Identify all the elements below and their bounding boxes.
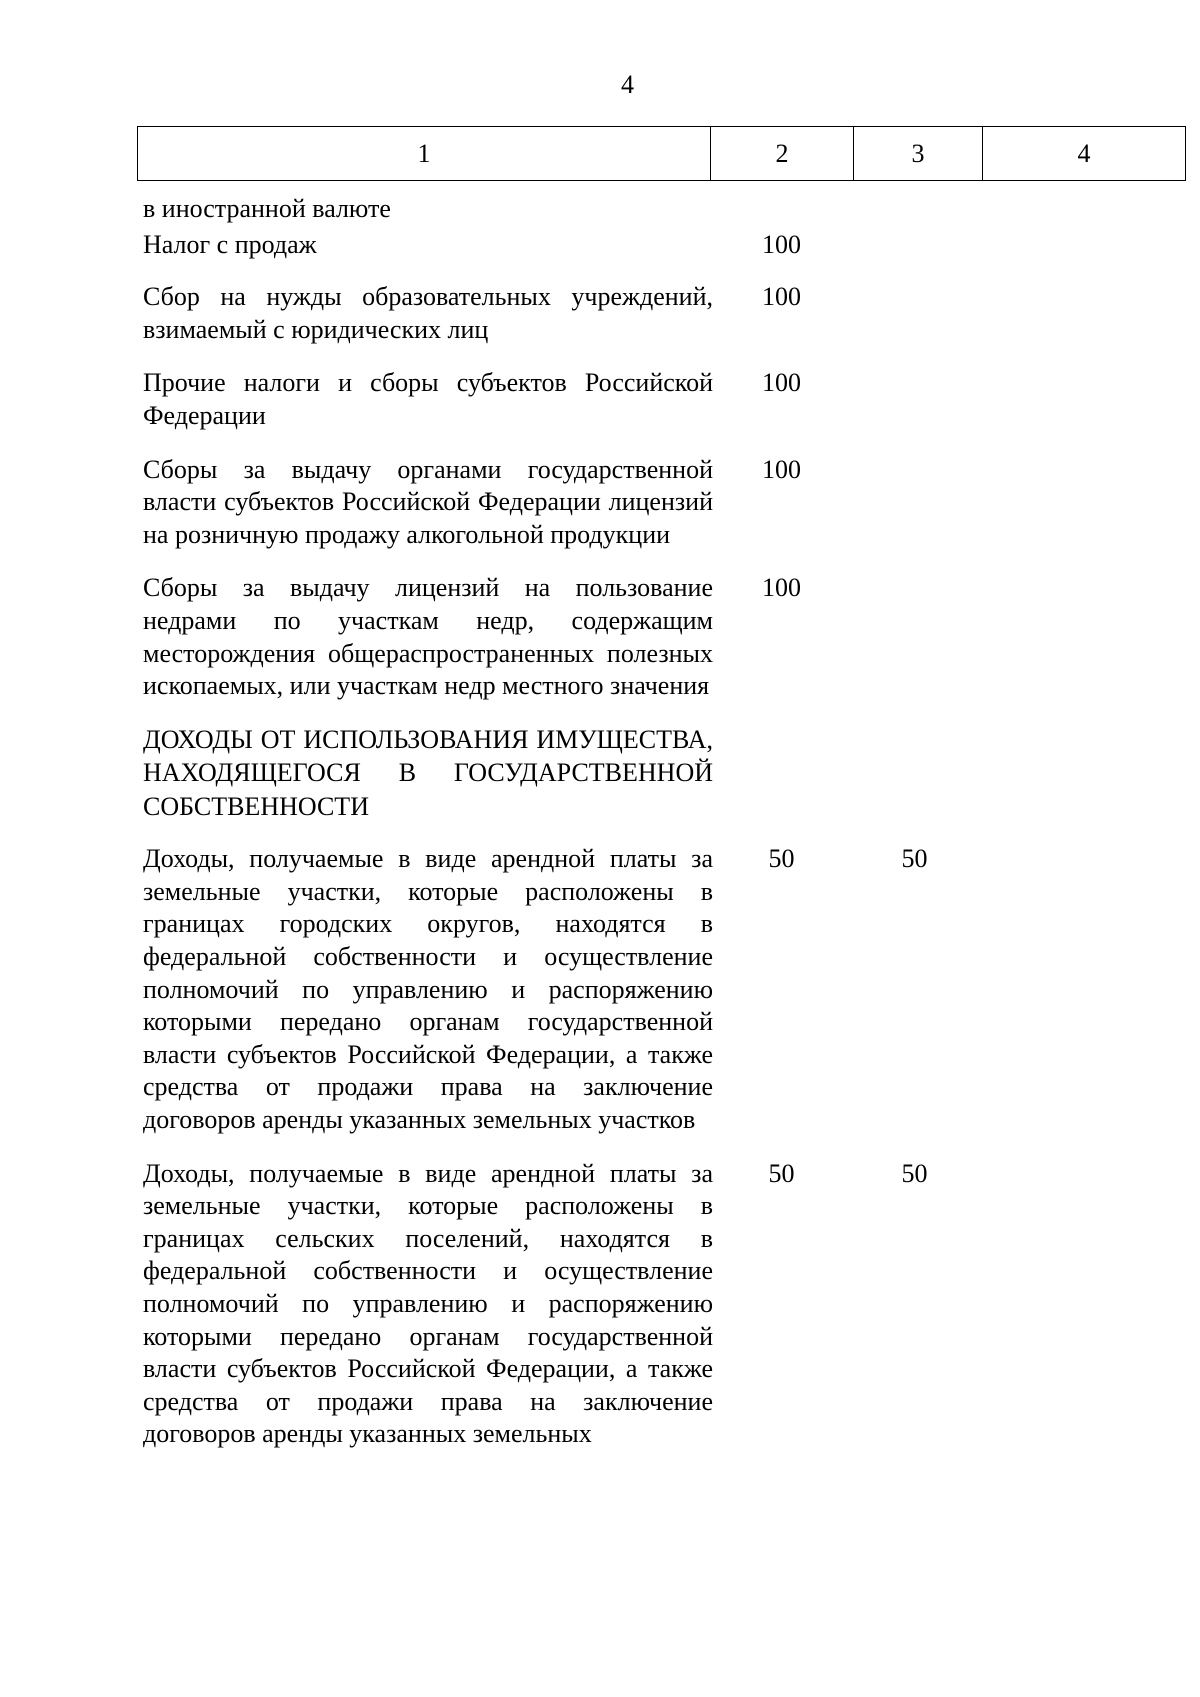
row-value-col4 xyxy=(979,1158,1185,1451)
row-value-col2: 100 xyxy=(762,282,801,312)
row-value-col4 xyxy=(979,281,1185,346)
row-value-col3 xyxy=(850,572,979,702)
header-col-1: 1 xyxy=(138,127,711,181)
row-value-col4 xyxy=(979,572,1185,702)
row-value-col2: 100 xyxy=(762,573,801,603)
row-value-col2: 100 xyxy=(762,229,801,259)
row-value-col2: 50 xyxy=(768,844,795,874)
row-value-col2 xyxy=(713,193,850,226)
row-value-col3 xyxy=(850,229,979,262)
table-row xyxy=(143,454,1185,552)
table-row xyxy=(143,281,1185,346)
row-value-col2: 100 xyxy=(762,454,801,484)
section-heading-row xyxy=(143,723,1185,824)
row-value-col4 xyxy=(979,193,1185,226)
row-value-col3 xyxy=(850,281,979,346)
row-value-col3 xyxy=(850,723,979,824)
row-description: в иностранной валюте xyxy=(143,194,391,223)
header-col-4: 4 xyxy=(983,127,1186,181)
section-heading: ДОХОДЫ ОТ ИСПОЛЬЗОВАНИЯ ИМУЩЕСТВА, НАХОДЯЩЕГОСЯ В ГОСУДАРСТВЕННОЙ СОБСТВЕННОСТИ xyxy=(143,724,713,821)
row-value-col2: 50 xyxy=(768,1158,795,1188)
table-header xyxy=(137,126,1186,181)
revenue-table-body xyxy=(143,193,1185,1451)
row-value-col3 xyxy=(850,454,979,552)
header-col-3: 3 xyxy=(854,127,983,181)
row-value-col3: 50 xyxy=(901,844,928,874)
table-row xyxy=(143,193,1185,226)
row-description: Прочие налоги и сборы субъектов Российской Федерации xyxy=(143,368,713,430)
table-row xyxy=(143,843,1185,1136)
row-value-col4 xyxy=(979,454,1185,552)
row-value-col4 xyxy=(979,723,1185,824)
row-description: Сбор на нужды образовательных учреждений, взимаемый с юридических лиц xyxy=(143,282,713,344)
table-row xyxy=(143,229,1185,262)
row-value-col2 xyxy=(713,723,850,824)
row-value-col3: 50 xyxy=(901,1158,928,1188)
row-description: Доходы, получаемые в виде арендной платы за земельные участки, которые расположены в границах городских округов, находятся в федеральной собственности и осуществление полномочий по управлению и распоряжению которыми передано органам государственной власти субъектов Российской Федерации, а также средства от продажи права на заключение договоров аренды указанных земельных участков xyxy=(143,844,713,1134)
table-row xyxy=(143,367,1185,432)
row-description: Доходы, получаемые в виде арендной платы за земельные участки, которые расположены в границах сельских поселений, находятся в федеральной собственности и осуществление полномочий по управлению и распоряжению которыми передано органам государственной власти субъектов Российской Федерации, а также средства от продажи права на заключение договоров аренды указанных земельных xyxy=(143,1158,713,1449)
header-col-2: 2 xyxy=(711,127,854,181)
table-row xyxy=(143,1158,1185,1451)
row-value-col3 xyxy=(850,193,979,226)
row-value-col3 xyxy=(850,367,979,432)
row-value-col4 xyxy=(979,229,1185,262)
row-description: Налог с продаж xyxy=(143,229,317,259)
table-row xyxy=(143,572,1185,702)
row-description: Сборы за выдачу лицензий на пользование недрами по участкам недр, содержащим месторождения общераспространенных полезных ископаемых, или участкам недр местного значения xyxy=(143,573,713,701)
page-number: 4 xyxy=(621,70,634,99)
row-description: Сборы за выдачу органами государственной власти субъектов Российской Федерации лицензий на розничную продажу алкогольной продукции xyxy=(143,454,713,549)
row-value-col4 xyxy=(979,843,1185,1136)
row-value-col4 xyxy=(979,367,1185,432)
row-value-col2: 100 xyxy=(762,368,801,398)
